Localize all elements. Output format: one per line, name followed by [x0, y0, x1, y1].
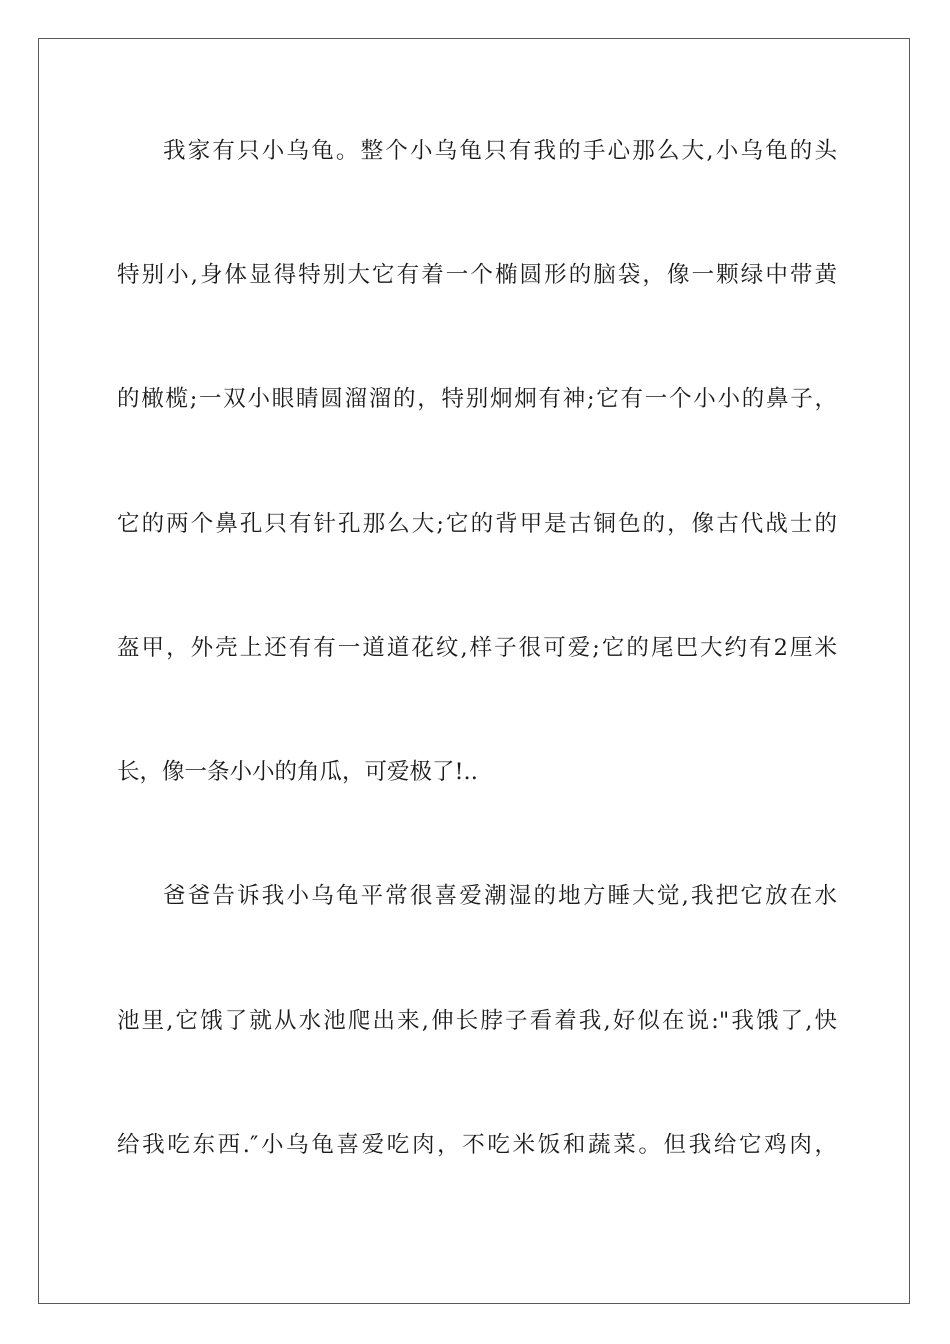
paragraph-1-line-6: 长，像一条小小的角瓜，可爱极了!.. — [117, 759, 478, 785]
paragraph-1-line-2: 特别小,身体显得特别大它有着一个椭圆形的脑袋，像一颗绿中带黄 — [117, 262, 837, 288]
paragraph-2-line-3: 给我吃东西.″小乌龟喜爱吃肉，不吃米饭和蔬菜。但我给它鸡肉， — [117, 1132, 837, 1158]
paragraph-1-line-4: 它的两个鼻孔只有针孔那么大;它的背甲是古铜色的，像古代战士的 — [117, 511, 837, 537]
paragraph-1-line-3: 的橄榄;一双小眼睛圆溜溜的，特别炯炯有神;它有一个小小的鼻子， — [117, 386, 837, 412]
paragraph-1-line-5: 盔甲，外壳上还有有一道道花纹,样子很可爱;它的尾巴大约有2厘米 — [117, 635, 837, 661]
paragraph-2-line-1: 爸爸告诉我小乌龟平常很喜爱潮湿的地方睡大觉,我把它放在水 — [163, 883, 837, 909]
page-frame — [38, 38, 910, 1304]
paragraph-1-line-1: 我家有只小乌龟。整个小乌龟只有我的手心那么大,小乌龟的头 — [163, 138, 837, 164]
paragraph-2-line-2: 池里,它饿了就从水池爬出来,伸长脖子看着我,好似在说:"我饿了,快 — [117, 1008, 837, 1034]
